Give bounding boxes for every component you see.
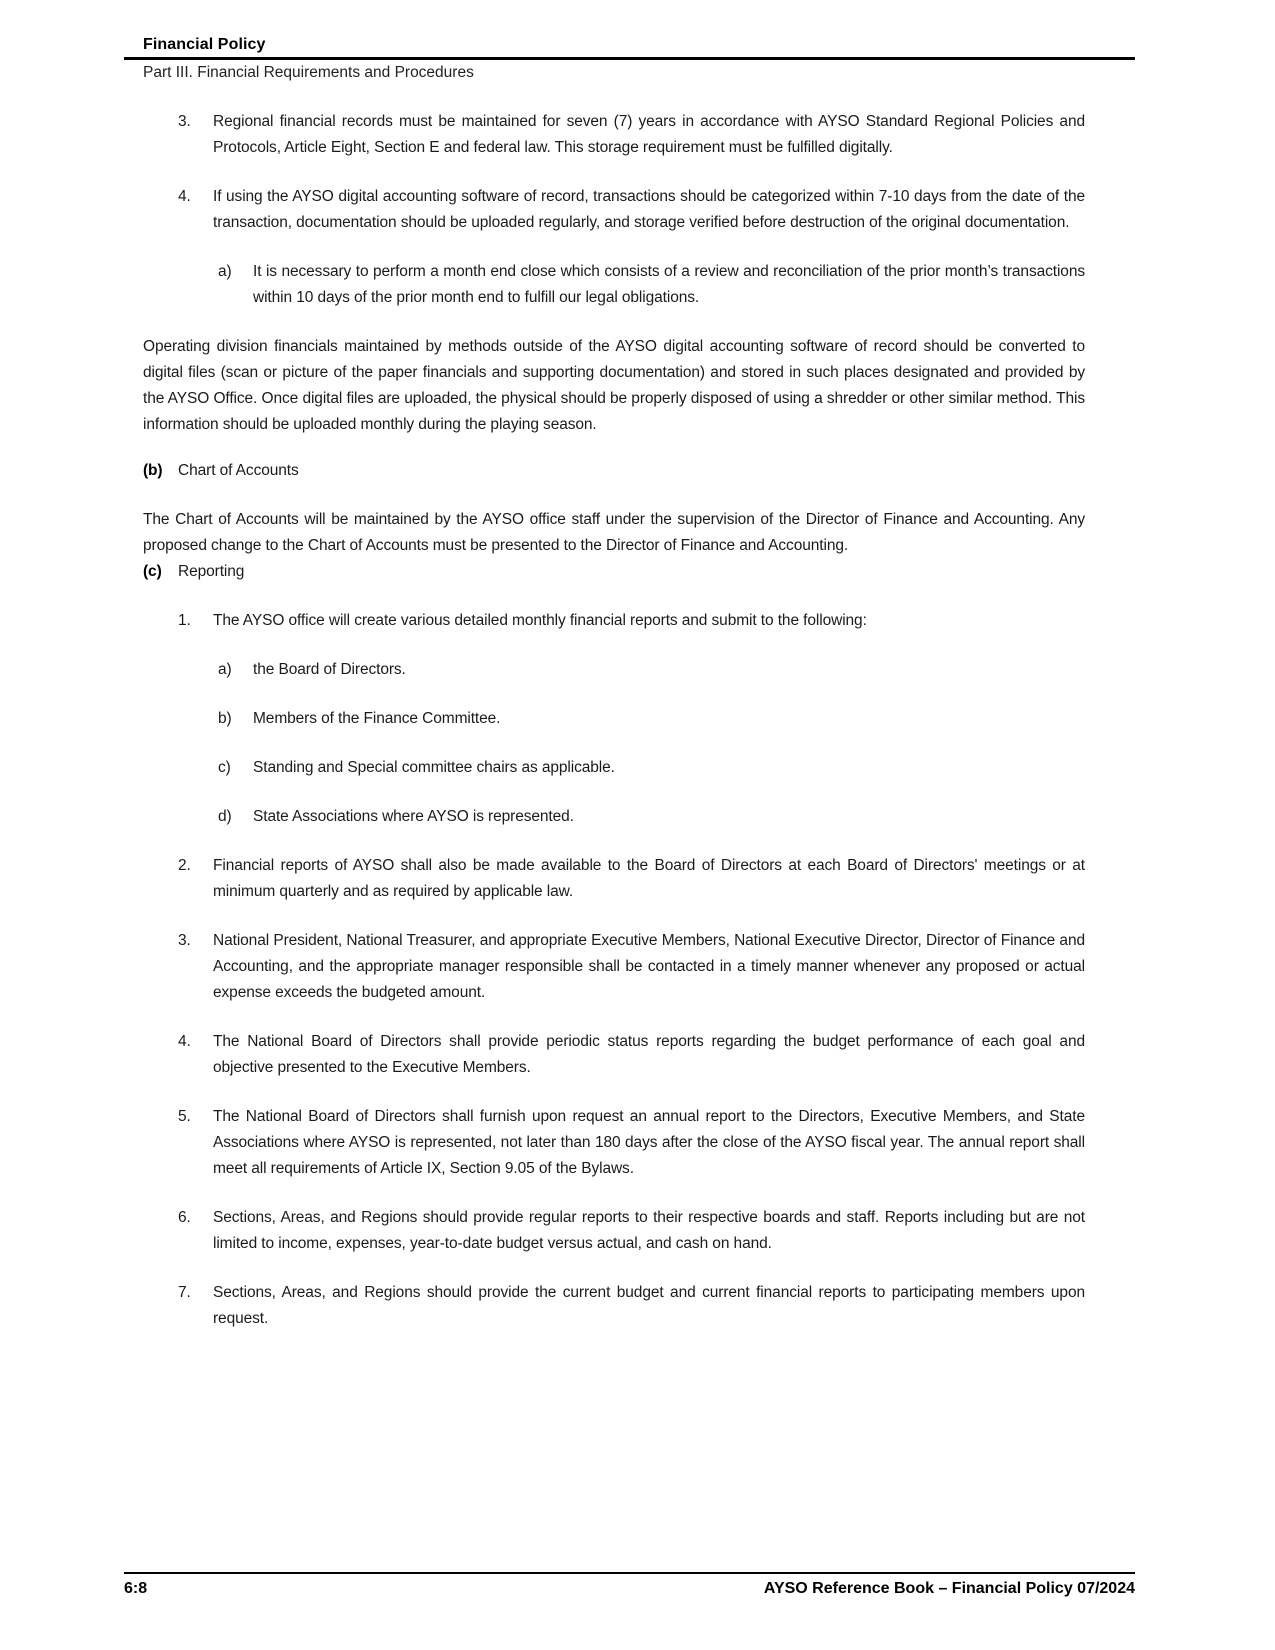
list-item-3-text: Regional financial records must be maintained for seven (7) years in accordance with AYSO Standard Regional Policies and Protocols, Article Eight, Section E and federal law. This storage requirement must be fulfilled digitally. (213, 113, 1085, 156)
list-item-c2-number: 2. (178, 857, 191, 874)
section-c-title: Reporting (178, 563, 245, 580)
sub-item-4a (143, 259, 1085, 311)
list-item-c3-text: National President, National Treasurer, and appropriate Executive Members, National Executive Director, Director of Finance and Accounting, and the appropriate manager responsible shall be contacted in a timely manner whenever any proposed or actual expense exceeds the budgeted amount. (213, 932, 1085, 1001)
list-item-3-number: 3. (178, 113, 191, 130)
sub-item-c1d-text: State Associations where AYSO is represented. (253, 808, 574, 825)
header-subtitle: Part III. Financial Requirements and Procedures (143, 64, 474, 81)
list-item-c3-number: 3. (178, 932, 191, 949)
list-item-c3 (143, 928, 1085, 1006)
page-frame (124, 36, 1135, 1355)
list-item-4-text: If using the AYSO digital accounting software of record, transactions should be categorized within 7-10 days from the date of the transaction, documentation should be uploaded regularly, and storage verified before destruction of the original documentation. (213, 188, 1085, 231)
list-item-c4-number: 4. (178, 1033, 191, 1050)
section-c-heading (143, 559, 1085, 585)
page-header (124, 36, 1135, 82)
list-item-3 (143, 109, 1085, 161)
sub-item-c1b-text: Members of the Finance Committee. (253, 710, 501, 727)
document-body (143, 109, 1085, 1332)
list-item-c5-number: 5. (178, 1108, 191, 1125)
list-item-c1 (143, 608, 1085, 634)
section-b-title: Chart of Accounts (178, 462, 299, 479)
header-title: Financial Policy (143, 36, 266, 53)
sub-item-c1d (143, 804, 1085, 830)
list-item-c7-number: 7. (178, 1284, 191, 1301)
footer-reference: AYSO Reference Book – Financial Policy 07/2024 (763, 1580, 1135, 1597)
sub-item-c1a-text: the Board of Directors. (253, 661, 406, 678)
list-item-c7-text: Sections, Areas, and Regions should provide the current budget and current financial reports to participating members upon request. (213, 1284, 1085, 1327)
page-footer (124, 1572, 1135, 1598)
section-c-label: (c) (143, 563, 162, 580)
list-item-c1-number: 1. (178, 612, 191, 629)
list-item-c6-text: Sections, Areas, and Regions should provide regular reports to their respective boards and staff. Reports including but are not limited to income, expenses, year-to-date budget versus actual, and cash on hand. (213, 1209, 1085, 1252)
sub-item-c1b (143, 706, 1085, 732)
section-b-label: (b) (143, 462, 163, 479)
list-item-c5-text: The National Board of Directors shall furnish upon request an annual report to the Directors, Executive Members, and State Associations where AYSO is represented, not later than 180 days after the close of the AYSO fiscal year. The annual report shall meet all requirements of Article IX, Section 9.05 of the Bylaws. (213, 1108, 1085, 1177)
list-item-c2-text: Financial reports of AYSO shall also be made available to the Board of Directors at each Board of Directors' meetings or at minimum quarterly and as required by applicable law. (213, 857, 1085, 900)
list-item-c5 (143, 1104, 1085, 1182)
section-b-heading (143, 458, 1085, 484)
operating-division-paragraph: Operating division financials maintained by methods outside of the AYSO digital accounting software of record should be converted to digital files (scan or picture of the paper financials and supporting documentation) and stored in such places designated and provided by the AYSO Office. Once digital files are uploaded, the physical should be properly disposed of using a shredder or other similar method. This information should be uploaded monthly during the playing season. (143, 338, 1085, 433)
list-item-c6 (143, 1205, 1085, 1257)
sub-item-c1c-number: c) (218, 759, 231, 776)
list-item-4-number: 4. (178, 188, 191, 205)
footer-page-number: 6:8 (124, 1580, 148, 1597)
list-item-c1-text: The AYSO office will create various detailed monthly financial reports and submit to the following: (213, 612, 867, 629)
sub-item-c1d-number: d) (218, 808, 232, 825)
sub-item-4a-number: a) (218, 263, 232, 280)
sub-item-c1a-number: a) (218, 661, 232, 678)
list-item-c2 (143, 853, 1085, 905)
section-b-paragraph: The Chart of Accounts will be maintained by the AYSO office staff under the supervision of the Director of Finance and Accounting. Any proposed change to the Chart of Accounts must be presented to the Director of Finance and Accounting. (143, 511, 1085, 554)
sub-item-4a-text: It is necessary to perform a month end close which consists of a review and reconciliation of the prior month’s transactions within 10 days of the prior month end to fulfill our legal obligations. (253, 263, 1085, 306)
list-item-c4 (143, 1029, 1085, 1081)
list-item-c4-text: The National Board of Directors shall provide periodic status reports regarding the budget performance of each goal and objective presented to the Executive Members. (213, 1033, 1085, 1076)
sub-item-c1c-text: Standing and Special committee chairs as applicable. (253, 759, 615, 776)
sub-item-c1b-number: b) (218, 710, 232, 727)
list-item-c7 (143, 1280, 1085, 1332)
sub-item-c1a (143, 657, 1085, 683)
list-item-c6-number: 6. (178, 1209, 191, 1226)
list-item-4 (143, 184, 1085, 236)
sub-item-c1c (143, 755, 1085, 781)
